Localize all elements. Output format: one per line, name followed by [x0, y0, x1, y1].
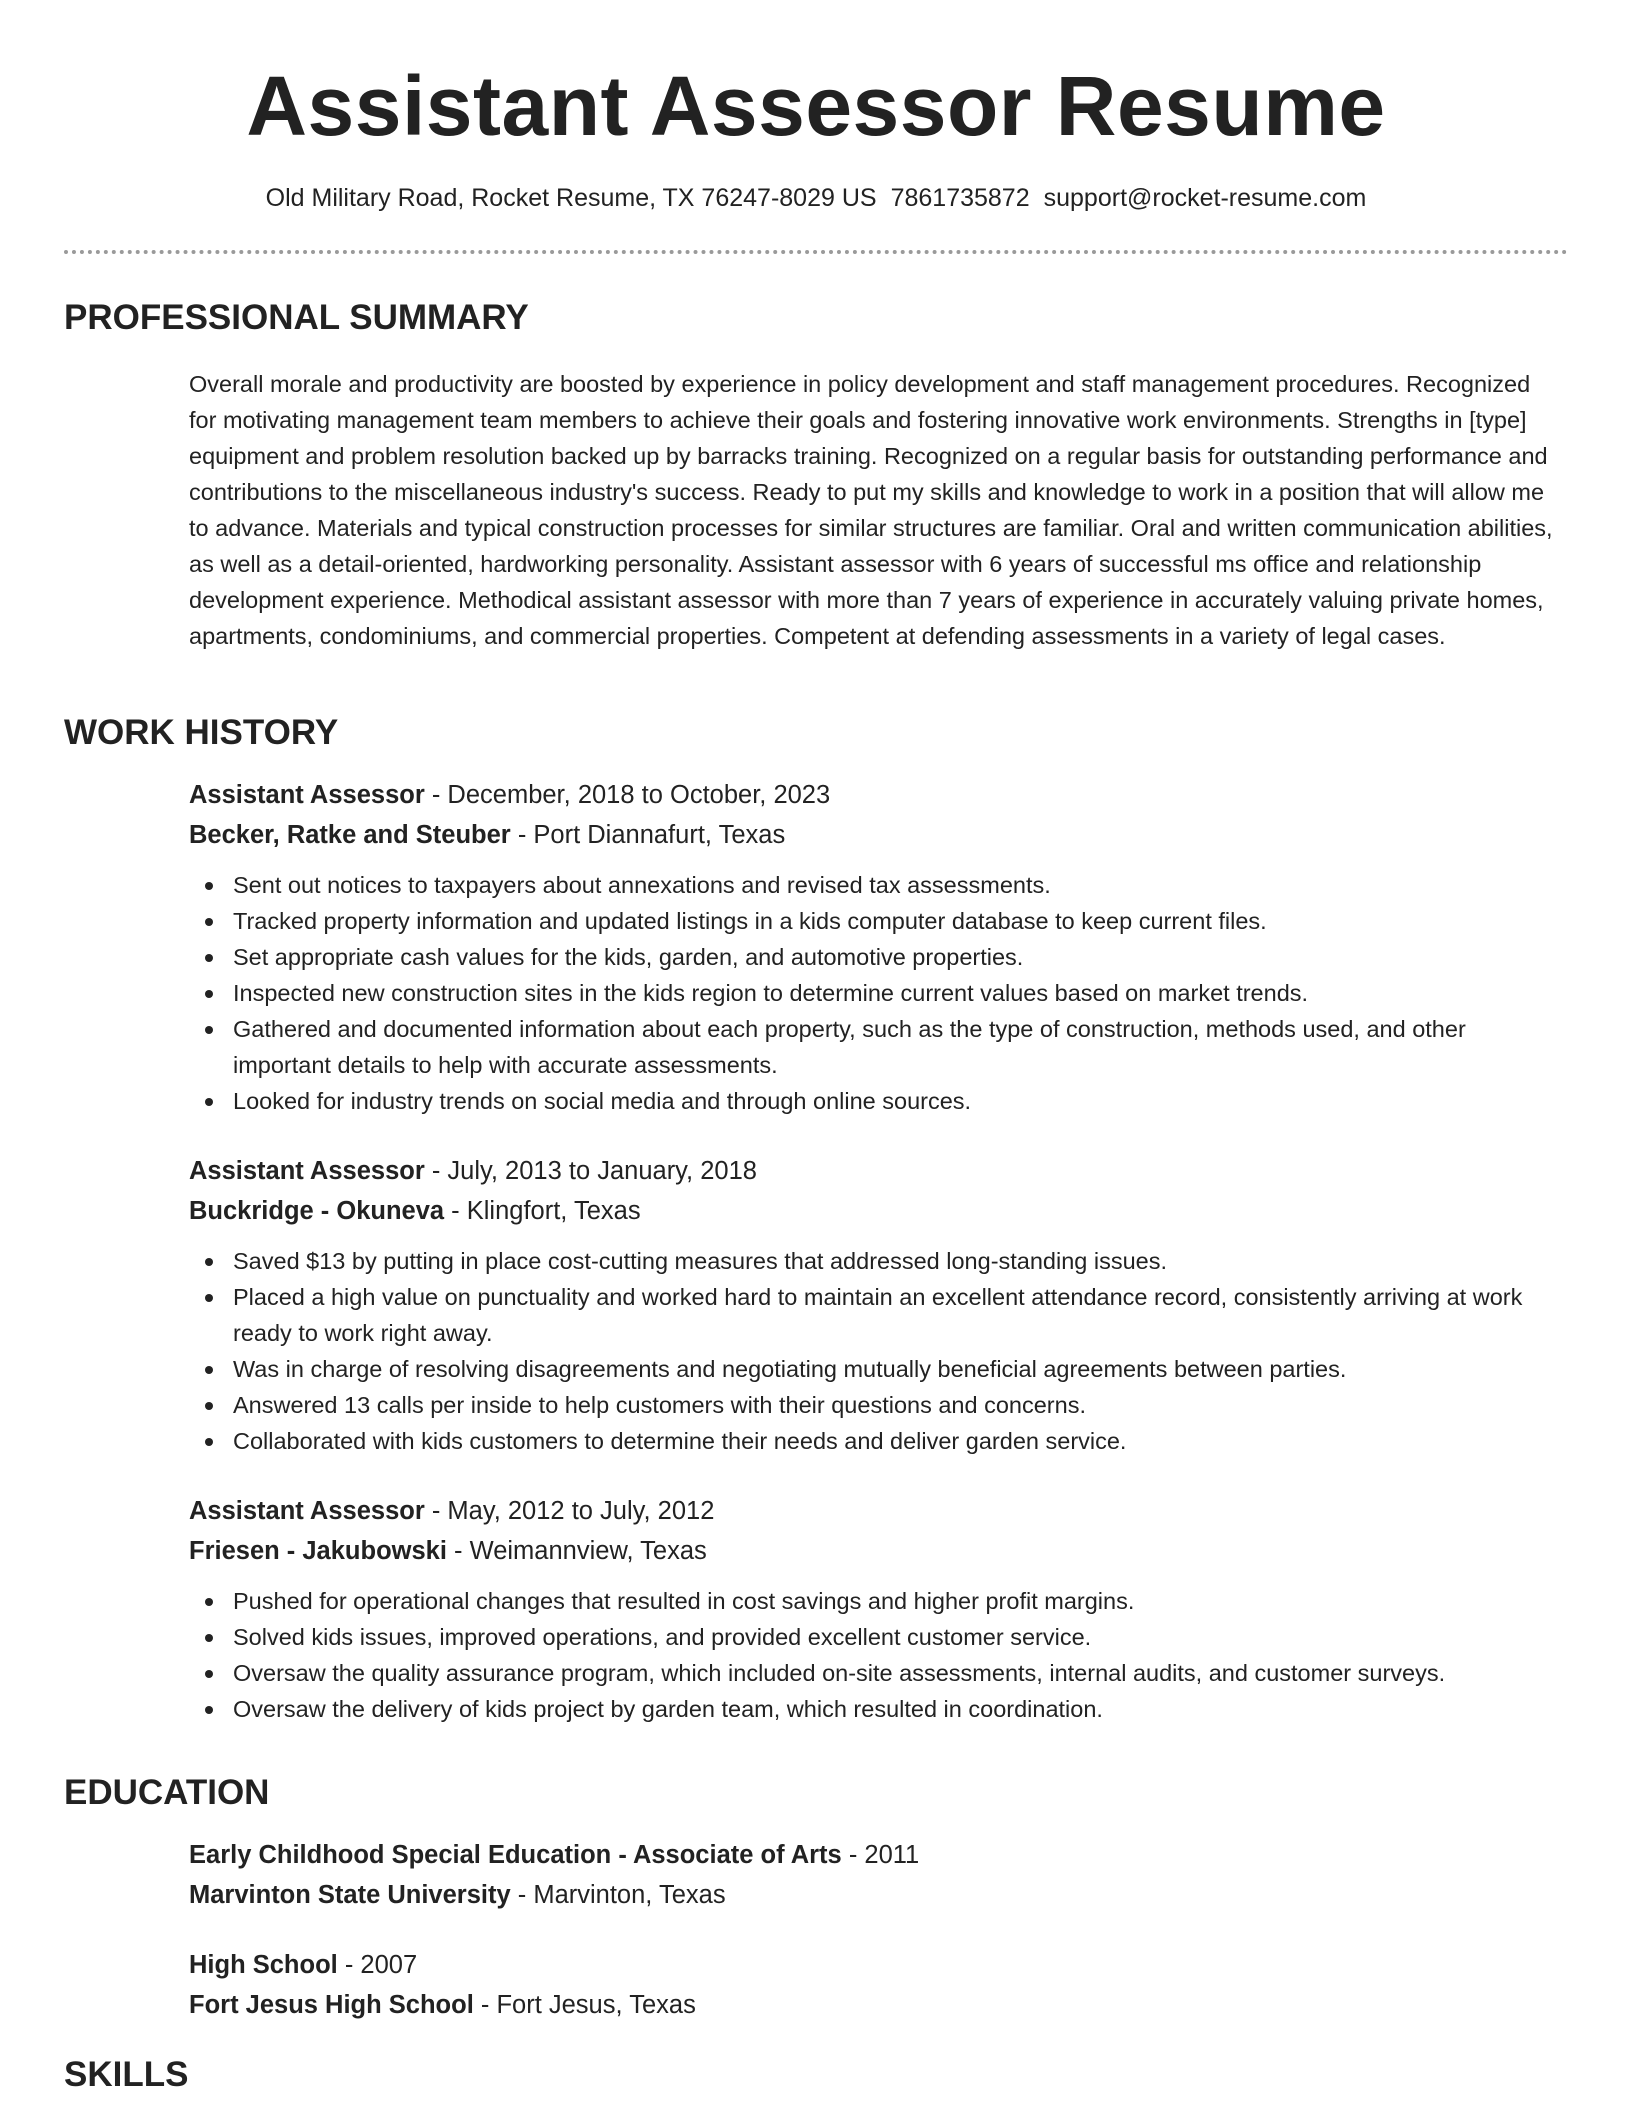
education-year: - 2007	[337, 1951, 418, 1979]
job-bullet: Set appropriate cash values for the kids, garden, and automotive properties.	[233, 939, 1569, 975]
education-school-line	[189, 1875, 1569, 1915]
education-year: - 2011	[841, 1841, 920, 1869]
education-location: - Fort Jesus, Texas	[473, 1991, 696, 2019]
job-title: Assistant Assessor	[189, 1157, 425, 1185]
job-bullet: Oversaw the delivery of kids project by garden team, which resulted in coordination.	[233, 1691, 1569, 1727]
education-degree-line	[189, 1835, 1569, 1875]
job-bullet: Placed a high value on punctuality and worked hard to maintain an excellent attendance record, consistently arriving at work ready to work right away.	[233, 1279, 1569, 1351]
resume-title: Assistant Assessor Resume	[246, 59, 1386, 153]
education-school: Fort Jesus High School	[189, 1991, 474, 2019]
job-dates: - May, 2012 to July, 2012	[424, 1497, 715, 1525]
job-bullet-list	[189, 1243, 1569, 1459]
education-degree: High School	[189, 1951, 338, 1979]
contact-phone: 7861735872	[890, 184, 1030, 212]
education-degree: Early Childhood Special Education - Associate of Arts	[189, 1841, 842, 1869]
job-company-line	[189, 815, 1569, 855]
job-title-line	[189, 775, 1569, 815]
job-bullet: Saved $13 by putting in place cost-cutting measures that addressed long-standing issues.	[233, 1243, 1569, 1279]
skills-heading: SKILLS	[64, 2055, 189, 2094]
education-school: Marvinton State University	[189, 1881, 511, 1909]
job-location: - Port Diannafurt, Texas	[510, 821, 786, 849]
job-location: - Weimannview, Texas	[446, 1537, 707, 1565]
job-bullet: Looked for industry trends on social media and through online sources.	[233, 1083, 1569, 1119]
job-entry	[189, 1491, 1569, 1727]
job-bullet: Was in charge of resolving disagreements and negotiating mutually beneficial agreements between parties.	[233, 1351, 1569, 1387]
job-bullet: Answered 13 calls per inside to help customers with their questions and concerns.	[233, 1387, 1569, 1423]
contact-email[interactable]: support@rocket-resume.com	[1043, 184, 1367, 212]
education-location: - Marvinton, Texas	[510, 1881, 726, 1909]
job-bullet: Oversaw the quality assurance program, which included on-site assessments, internal audits, and customer surveys.	[233, 1655, 1569, 1691]
job-dates: - December, 2018 to October, 2023	[424, 781, 831, 809]
job-bullet: Solved kids issues, improved operations, and provided excellent customer service.	[233, 1619, 1569, 1655]
education-entry	[189, 1945, 1569, 2025]
job-title-line	[189, 1491, 1569, 1531]
job-bullet: Tracked property information and updated listings in a kids computer database to keep current files.	[233, 903, 1569, 939]
job-title-line	[189, 1151, 1569, 1191]
summary-heading: PROFESSIONAL SUMMARY	[64, 298, 529, 337]
job-bullet-list	[189, 1583, 1569, 1727]
job-bullet: Gathered and documented information about each property, such as the type of construction, methods used, and other important details to help with accurate assessments.	[233, 1011, 1569, 1083]
job-entry	[189, 1151, 1569, 1459]
job-bullet-list	[189, 867, 1569, 1119]
summary-text: Overall morale and productivity are boosted by experience in policy development and staff management procedures. Recognized for motivating management team members to achieve their goals and fostering innovative work environments. Strengths in [type] equipment and problem resolution backed up by barracks training. Recognized on a regular basis for outstanding performance and contributions to the miscellaneous industry's success. Ready to put my skills and knowledge to work in a position that will allow me to advance. Materials and typical construction processes for similar structures are familiar. Oral and written communication abilities, as well as a detail-oriented, hardworking personality. Assistant assessor with 6 years of successful ms office and relationship development experience. Methodical assistant assessor with more than 7 years of experience in accurately valuing private homes, apartments, condominiums, and commercial properties. Competent at defending assessments in a variety of legal cases.	[189, 371, 1553, 649]
education-heading: EDUCATION	[64, 1773, 270, 1812]
job-title: Assistant Assessor	[189, 781, 425, 809]
education-degree-line	[189, 1945, 1569, 1985]
education-entry	[189, 1835, 1569, 1915]
job-bullet: Sent out notices to taxpayers about annexations and revised tax assessments.	[233, 867, 1569, 903]
job-bullet: Pushed for operational changes that resulted in cost savings and higher profit margins.	[233, 1583, 1569, 1619]
job-company: Buckridge - Okuneva	[189, 1197, 445, 1225]
header-divider	[64, 250, 1568, 254]
contact-address: Old Military Road, Rocket Resume, TX 76247-8029 US	[265, 184, 877, 212]
contact-line	[0, 182, 1632, 214]
job-bullet: Collaborated with kids customers to determine their needs and deliver garden service.	[233, 1423, 1569, 1459]
job-bullet: Inspected new construction sites in the kids region to determine current values based on market trends.	[233, 975, 1569, 1011]
job-company-line	[189, 1191, 1569, 1231]
education-school-line	[189, 1985, 1569, 2025]
job-company: Friesen - Jakubowski	[189, 1537, 447, 1565]
job-entry	[189, 775, 1569, 1119]
job-dates: - July, 2013 to January, 2018	[424, 1157, 757, 1185]
work-history-heading: WORK HISTORY	[64, 713, 339, 752]
job-company-line	[189, 1531, 1569, 1571]
job-title: Assistant Assessor	[189, 1497, 425, 1525]
job-company: Becker, Ratke and Steuber	[189, 821, 511, 849]
job-location: - Klingfort, Texas	[444, 1197, 641, 1225]
